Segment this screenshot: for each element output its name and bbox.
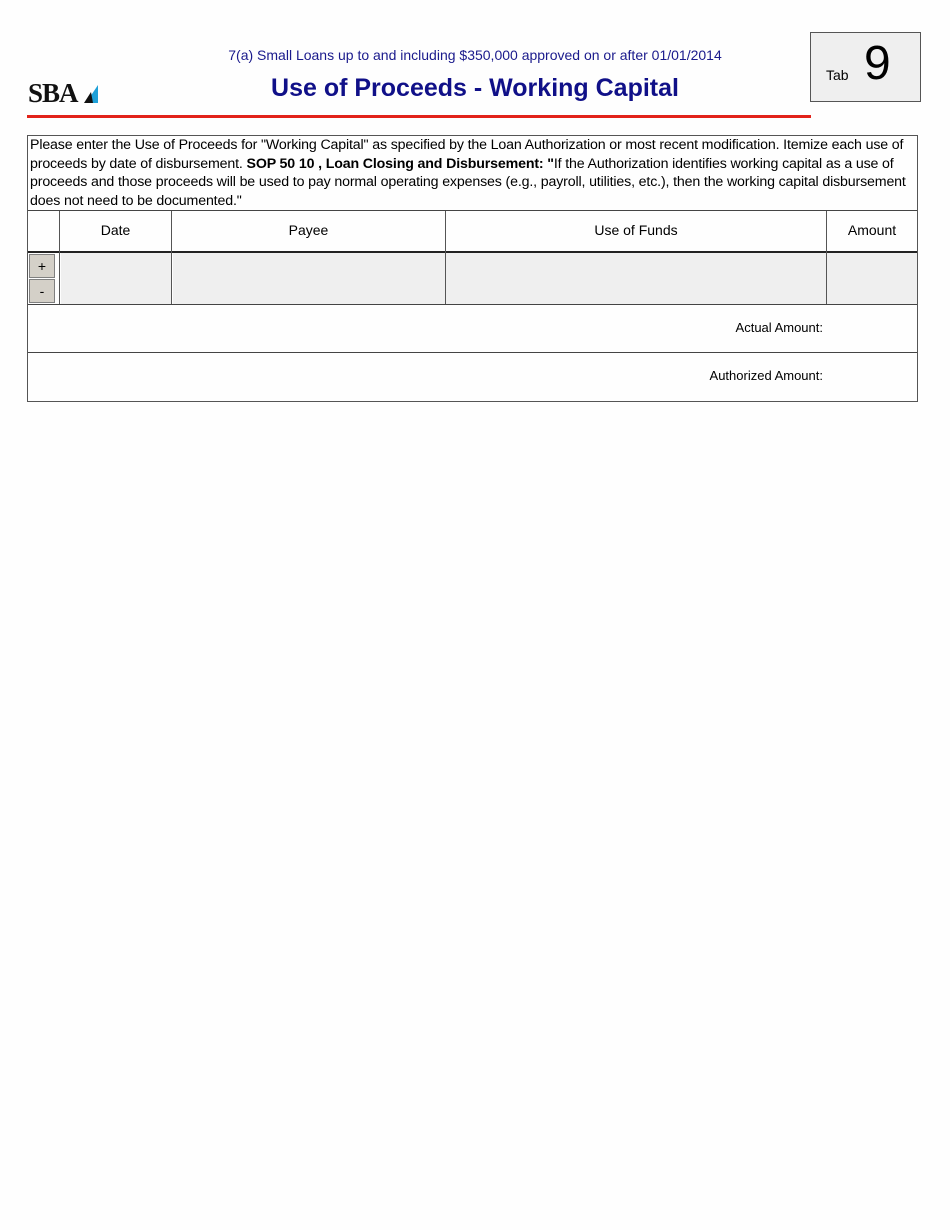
add-row-button[interactable]: + (29, 254, 55, 278)
sba-logo-text: SBA (28, 78, 78, 108)
instructions-text (30, 136, 914, 210)
column-header-use-of-funds: Use of Funds (594, 222, 678, 238)
remove-row-button[interactable]: - (29, 279, 55, 303)
column-header-amount: Amount (847, 222, 897, 238)
use-of-proceeds-form (27, 135, 918, 402)
column-header-payee: Payee (288, 222, 329, 238)
instructions-part2: If the Authorization identifies working capital as a use of proceeds and those proceeds will be used to pay normal operating expenses (e.g., payroll, utilities, etc.), then the working capital disbursement does not need to be documented." (30, 155, 906, 209)
instructions-part1: Please enter the Use of Proceeds for "Working Capital" as specified by the Loan Authorization or most recent modification. Itemize each use of proceeds by date of disbursement. (30, 137, 904, 172)
page-subtitle: 7(a) Small Loans up to and including $350,000 approved on or after 01/01/2014 (228, 47, 722, 63)
title-rule (27, 115, 811, 118)
actual-amount-label: Actual Amount: (735, 320, 823, 335)
amount-input[interactable] (827, 253, 917, 304)
column-header-date: Date (100, 222, 131, 238)
use-of-funds-input[interactable] (446, 253, 826, 304)
page-title: Use of Proceeds - Working Capital (271, 74, 679, 102)
authorized-amount-label: Authorized Amount: (709, 368, 823, 383)
sba-logo (28, 80, 98, 106)
divider (28, 352, 917, 353)
tab-indicator (810, 32, 921, 102)
tab-number: 9 (864, 37, 891, 90)
divider (28, 304, 917, 305)
divider (28, 210, 917, 211)
date-input[interactable] (61, 253, 171, 304)
tab-label: Tab (826, 67, 849, 83)
instructions-sop-reference: SOP 50 10 , Loan Closing and Disbursement: " (246, 155, 554, 172)
payee-input[interactable] (173, 253, 445, 304)
